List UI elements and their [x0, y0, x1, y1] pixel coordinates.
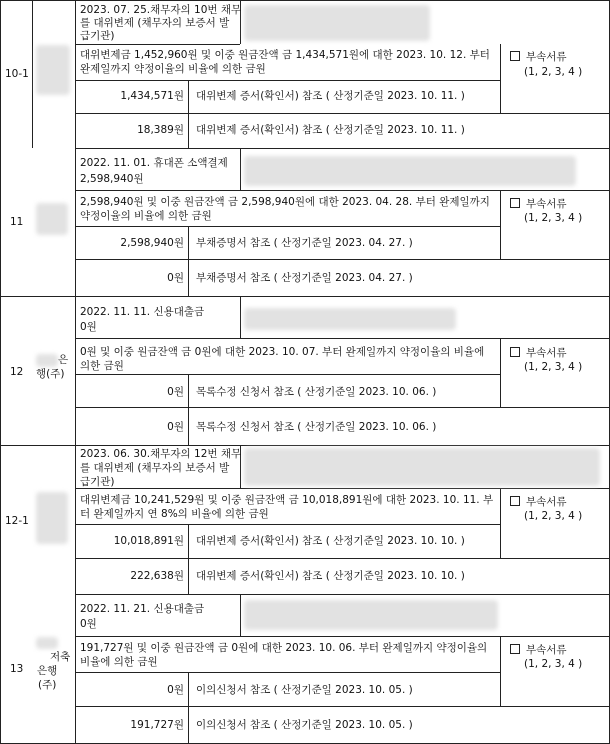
amount-basis: 이의신청서 참조 ( 산정기준일 2023. 10. 05. ) — [196, 684, 413, 696]
claim-header-line: 급기관) — [80, 476, 115, 488]
creditor-name: 저축 — [50, 651, 71, 663]
col-divider — [75, 0, 76, 743]
col-divider — [500, 44, 501, 113]
claim-header-line: 2023. 06. 30.채무자의 12번 채무 — [80, 448, 242, 460]
cell-divider — [75, 259, 609, 260]
cell-divider — [75, 558, 609, 559]
row-number: 10-1 — [5, 68, 29, 80]
redacted-detail — [244, 5, 430, 41]
amount: 191,727원 — [130, 719, 184, 731]
cell-divider — [75, 636, 609, 637]
amount: 0원 — [167, 684, 184, 696]
claim-header-line: 2022. 11. 21. 신용대출금 — [80, 603, 205, 615]
attachment-label: 부속서류 — [526, 198, 567, 210]
claim-description: 약정이율의 비율에 의한 금원 — [80, 210, 212, 222]
amount-basis: 부채증명서 참조 ( 산정기준일 2023. 04. 27. ) — [196, 237, 413, 249]
redacted-creditor — [36, 45, 70, 95]
col-divider — [240, 296, 241, 338]
claim-description: 비율에 의한 금원 — [80, 656, 158, 668]
col-divider — [500, 636, 501, 706]
checkbox-icon[interactable] — [510, 347, 520, 357]
claim-description: 대위변제금 1,452,960원 및 이중 원금잔액 금 1,434,571원에 대한 2023. 10. 12. 부터 — [80, 49, 490, 61]
claim-description: 완제일까지 약정이율의 비율에 의한 금원 — [80, 63, 266, 75]
attachment-numbers: (1, 2, 3, 4 ) — [524, 66, 583, 78]
attachment-label: 부속서류 — [526, 644, 567, 656]
checkbox-icon[interactable] — [510, 644, 520, 654]
claim-description: 2,598,940원 및 이중 원금잔액 금 2,598,940원에 대한 2023. 04. 28. 부터 완제일까지 — [80, 196, 490, 208]
col-divider — [188, 80, 189, 148]
redacted-creditor — [36, 637, 58, 649]
amount-basis: 대위변제 증서(확인서) 참조 ( 산정기준일 2023. 10. 11. ) — [196, 90, 465, 102]
amount-basis: 대위변제 증서(확인서) 참조 ( 산정기준일 2023. 10. 10. ) — [196, 535, 465, 547]
claim-header-line: 0원 — [80, 618, 97, 630]
attachment-numbers: (1, 2, 3, 4 ) — [524, 361, 583, 373]
row-number: 11 — [10, 216, 24, 228]
claim-description: 의한 금원 — [80, 360, 124, 372]
claim-header-line: 를 대위변제 (채무자의 보증서 발 — [80, 17, 230, 29]
redacted-detail — [244, 308, 456, 330]
redacted-creditor — [36, 354, 58, 367]
checkbox-icon[interactable] — [510, 496, 520, 506]
claim-header-line: 2022. 11. 11. 신용대출금 — [80, 306, 205, 318]
row-divider — [0, 445, 609, 446]
attachment-numbers: (1, 2, 3, 4 ) — [524, 510, 583, 522]
col-divider — [188, 672, 189, 743]
creditor-name: 은 — [58, 354, 69, 366]
cell-divider — [75, 524, 500, 525]
col-divider — [188, 524, 189, 594]
amount-basis: 목록수정 신청서 참조 ( 산정기준일 2023. 10. 06. ) — [196, 386, 437, 398]
creditor-name: 행(주) — [36, 368, 65, 380]
claim-header-line: 급기관) — [80, 30, 115, 42]
amount: 0원 — [167, 386, 184, 398]
cell-divider — [75, 706, 609, 707]
amount-basis: 부채증명서 참조 ( 산정기준일 2023. 04. 27. ) — [196, 272, 413, 284]
redacted-detail — [244, 156, 576, 186]
row-number: 13 — [10, 663, 24, 675]
redacted-creditor — [36, 492, 68, 544]
creditor-name: 은행 — [37, 665, 58, 677]
amount: 222,638원 — [130, 570, 184, 582]
creditor-name: (주) — [38, 679, 57, 691]
amount-basis: 이의신청서 참조 ( 산정기준일 2023. 10. 05. ) — [196, 719, 413, 731]
attachment-label: 부속서류 — [526, 347, 567, 359]
attachment-label: 부속서류 — [526, 496, 567, 508]
col-divider — [188, 374, 189, 445]
attachment-numbers: (1, 2, 3, 4 ) — [524, 658, 583, 670]
row-number: 12-1 — [5, 515, 29, 527]
cell-divider — [75, 80, 500, 81]
redacted-detail — [244, 600, 498, 630]
row-number: 12 — [10, 366, 24, 378]
col-divider — [240, 148, 241, 190]
claim-header-line: 를 대위변제 (채무자의 보증서 발 — [80, 462, 230, 474]
cell-divider — [75, 672, 500, 673]
redacted-creditor — [36, 203, 68, 235]
cell-divider — [75, 44, 240, 45]
col-divider — [188, 226, 189, 296]
claim-description: 191,727원 및 이중 원금잔액 금 0원에 대한 2023. 10. 06. 부터 완제일까지 약정이율의 — [80, 642, 488, 654]
redacted-detail — [244, 448, 600, 486]
amount: 0원 — [167, 272, 184, 284]
claim-header-line: 0원 — [80, 321, 97, 333]
cell-divider — [75, 226, 500, 227]
attachment-checkbox[interactable] — [510, 495, 567, 509]
col-divider — [500, 338, 501, 407]
claim-description: 대위변제금 10,241,529원 및 이중 원금잔액 금 10,018,891원에 대한 2023. 10. 11. 부 — [80, 494, 494, 506]
cell-divider — [75, 338, 609, 339]
attachment-checkbox[interactable] — [510, 50, 567, 64]
col-divider — [500, 190, 501, 259]
row-divider — [75, 148, 609, 149]
attachment-label: 부속서류 — [526, 51, 567, 63]
checkbox-icon[interactable] — [510, 198, 520, 208]
attachment-numbers: (1, 2, 3, 4 ) — [524, 212, 583, 224]
amount: 2,598,940원 — [120, 237, 184, 249]
row-divider — [0, 296, 609, 297]
checkbox-icon[interactable] — [510, 51, 520, 61]
cell-divider — [75, 407, 609, 408]
claim-header-line: 2,598,940원 — [80, 173, 144, 185]
row-divider — [75, 594, 609, 595]
col-divider — [240, 594, 241, 636]
amount: 10,018,891원 — [113, 535, 184, 547]
amount: 1,434,571원 — [120, 90, 184, 102]
amount: 18,389원 — [137, 124, 184, 136]
attachment-checkbox[interactable] — [510, 346, 567, 360]
claim-header-line: 2022. 11. 01. 휴대폰 소액결제 — [80, 157, 228, 169]
cell-divider — [75, 113, 609, 114]
amount-basis: 대위변제 증서(확인서) 참조 ( 산정기준일 2023. 10. 10. ) — [196, 570, 465, 582]
claim-header-line: 2023. 07. 25.채무자의 10번 채무 — [80, 4, 242, 16]
cell-divider — [75, 190, 609, 191]
claim-description: 0원 및 이중 원금잔액 금 0원에 대한 2023. 10. 07. 부터 완제일까지 약정이율의 비율에 — [80, 346, 485, 358]
amount-basis: 대위변제 증서(확인서) 참조 ( 산정기준일 2023. 10. 11. ) — [196, 124, 465, 136]
cell-divider — [75, 488, 609, 489]
cell-divider — [75, 374, 500, 375]
attachment-checkbox[interactable] — [510, 643, 567, 657]
attachment-checkbox[interactable] — [510, 197, 567, 211]
col-divider — [32, 0, 33, 148]
amount-basis: 목록수정 신청서 참조 ( 산정기준일 2023. 10. 06. ) — [196, 421, 437, 433]
col-divider — [500, 488, 501, 558]
claim-description: 터 완제일까지 연 8%의 비율에 의한 금원 — [80, 508, 269, 520]
amount: 0원 — [167, 421, 184, 433]
